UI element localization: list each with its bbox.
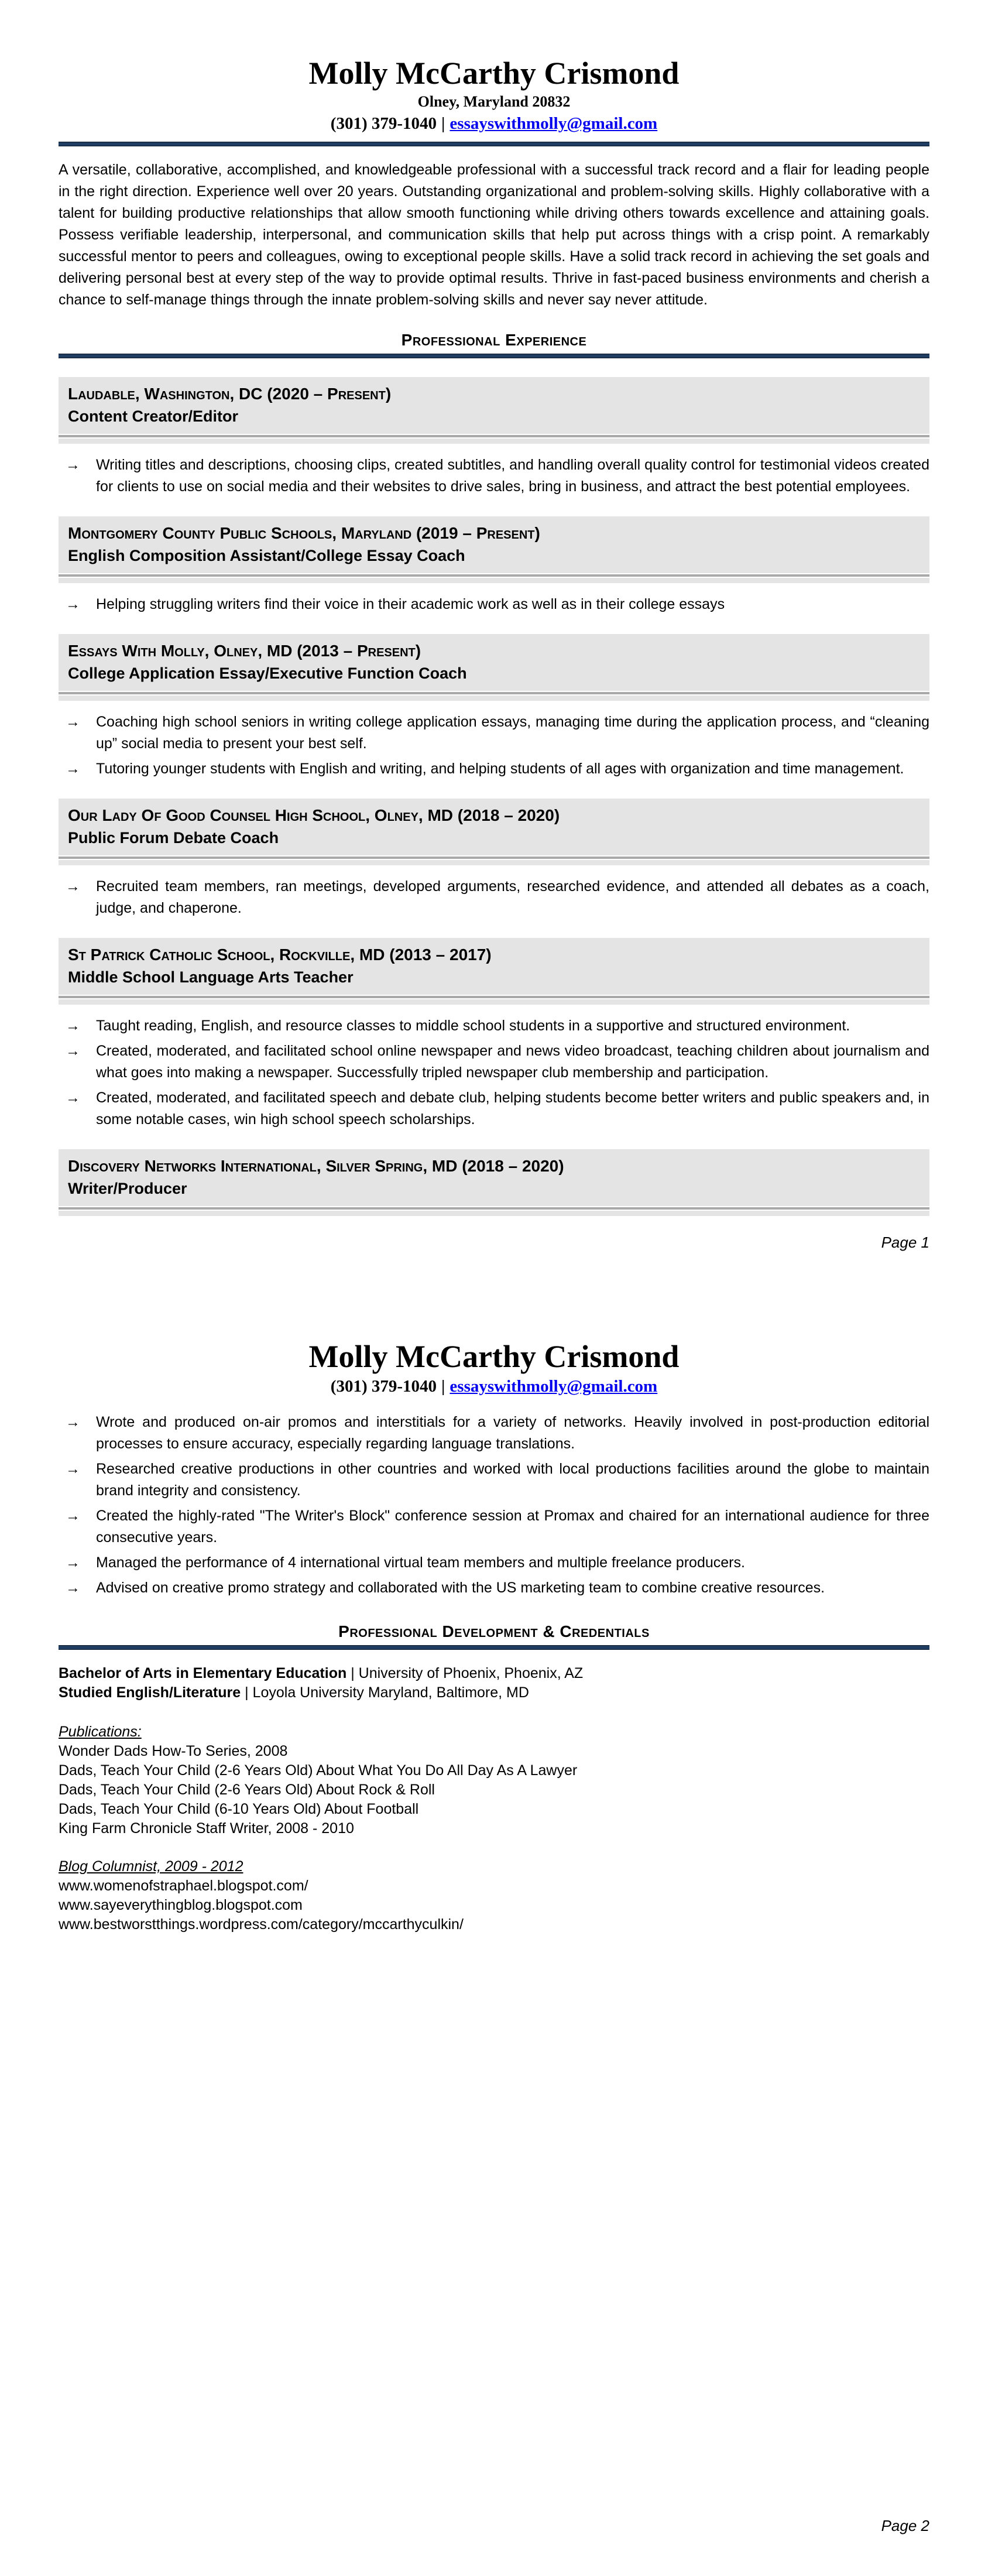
job-company: Laudable, Washington, DC (2020 – Present) bbox=[68, 385, 392, 403]
gray-strip bbox=[59, 439, 929, 444]
degree-name: Bachelor of Arts in Elementary Education bbox=[59, 1665, 347, 1682]
job-company: St Patrick Catholic School, Rockville, MD (2013 – 2017) bbox=[68, 946, 492, 964]
blog-url: www.sayeverythingblog.blogspot.com bbox=[59, 1897, 303, 1914]
arrow-bullet-icon: → bbox=[66, 1580, 80, 1597]
blog-url: www.womenofstraphael.blogspot.com/ bbox=[59, 1878, 308, 1895]
email-link[interactable]: essayswithmolly@gmail.com bbox=[450, 1377, 658, 1396]
contact-line bbox=[59, 114, 929, 133]
bullet-item bbox=[59, 711, 929, 755]
candidate-location: Olney, Maryland 20832 bbox=[417, 93, 571, 111]
bullet-text: Advised on creative promo strategy and collaborated with the US marketing team to combine creative resources. bbox=[96, 1580, 825, 1597]
publication-item: Dads, Teach Your Child (6-10 Years Old) About Football bbox=[59, 1801, 419, 1818]
page-2 bbox=[0, 1288, 995, 2576]
arrow-bullet-icon: → bbox=[66, 878, 80, 895]
bullet-item bbox=[59, 758, 929, 780]
gray-divider bbox=[59, 435, 929, 437]
school-name: | Loyola University Maryland, Baltimore, MD bbox=[245, 1684, 529, 1701]
arrow-bullet-icon: → bbox=[66, 1090, 80, 1107]
gray-divider bbox=[59, 692, 929, 694]
job-title: Content Creator/Editor bbox=[68, 407, 239, 426]
blog-columnist-label: Blog Columnist, 2009 - 2012 bbox=[59, 1858, 243, 1875]
job-bullets bbox=[59, 711, 929, 780]
gray-divider bbox=[59, 996, 929, 998]
bullet-text: Helping struggling writers find their voice in their academic work as well as in their college essays bbox=[96, 596, 725, 613]
bullet-item bbox=[59, 1505, 929, 1549]
job-entry bbox=[59, 377, 929, 498]
job-bullets bbox=[59, 454, 929, 498]
job-title: English Composition Assistant/College Essay Coach bbox=[68, 547, 465, 565]
job-entry bbox=[59, 634, 929, 780]
arrow-bullet-icon: → bbox=[66, 1461, 80, 1478]
job-header bbox=[59, 1149, 929, 1206]
job-entry bbox=[59, 1149, 929, 1216]
section-heading-professional-experience: Professional Experience bbox=[401, 331, 587, 350]
phone-number: (301) 379-1040 bbox=[330, 1377, 437, 1396]
arrow-bullet-icon: → bbox=[66, 761, 80, 777]
contact-separator: | bbox=[441, 1377, 445, 1396]
bullet-item bbox=[59, 1040, 929, 1084]
bullet-item bbox=[59, 1087, 929, 1131]
summary-paragraph: A versatile, collaborative, accomplished, and knowledgeable professional with a successful track record and a flair for leading people in the right direction. Experience well over 20 years. Outstanding organizational and problem-solving skills. Highly collaborative with a talent for building productive relationships that allow smooth functioning while driving others towards excellence and attaining goals. Possess verifiable leadership, interpersonal, and communication skills that help put across things with a crisp point. A remarkably successful mentor to peers and colleagues, owing to exceptional people skills. Have a solid track record in achieving the set goals and delivering personal best at every step of the way to provide optimal results. Thrive in fast-paced business environments and cherish a chance to self-manage things through the innate problem-solving skills and never say never attitude. bbox=[59, 162, 929, 309]
job-company: Our Lady Of Good Counsel High School, Olney, MD (2018 – 2020) bbox=[68, 806, 560, 825]
job-company: Essays With Molly, Olney, MD (2013 – Present) bbox=[68, 642, 421, 660]
education-entry bbox=[59, 1664, 929, 1683]
job-header bbox=[59, 377, 929, 434]
navy-divider bbox=[59, 354, 929, 358]
bullet-text: Writing titles and descriptions, choosing clips, created subtitles, and handling overall quality control for testimonial videos created for clients to use on social media and their websites to drive sales, bring in business, and attract the best potential employees. bbox=[96, 457, 929, 495]
job-bullets bbox=[59, 594, 929, 615]
candidate-name: Molly McCarthy Crismond bbox=[308, 1339, 680, 1374]
bullet-text: Recruited team members, ran meetings, developed arguments, researched evidence, and attended all debates as a coach, judge, and chaperone. bbox=[96, 878, 929, 917]
publication-item: Dads, Teach Your Child (2-6 Years Old) About What You Do All Day As A Lawyer bbox=[59, 1762, 578, 1779]
job-bullets bbox=[59, 1015, 929, 1131]
bullet-text: Created the highly-rated "The Writer's Block" conference session at Promax and chaired for an international audience for three consecutive years. bbox=[96, 1508, 929, 1546]
contact-line bbox=[59, 1376, 929, 1396]
arrow-bullet-icon: → bbox=[66, 596, 80, 613]
education-entry bbox=[59, 1683, 929, 1703]
email-link[interactable]: essayswithmolly@gmail.com bbox=[450, 114, 658, 133]
publications-label: Publications: bbox=[59, 1724, 142, 1741]
job-bullets bbox=[59, 876, 929, 919]
navy-divider bbox=[59, 1645, 929, 1650]
arrow-bullet-icon: → bbox=[66, 714, 80, 731]
bullet-text: Researched creative productions in other countries and worked with local productions facilities around the globe to maintain brand integrity and consistency. bbox=[96, 1461, 929, 1499]
job-header bbox=[59, 938, 929, 995]
job-company: Discovery Networks International, Silver Spring, MD (2018 – 2020) bbox=[68, 1157, 564, 1176]
bullet-item bbox=[59, 1552, 929, 1574]
bullet-item bbox=[59, 876, 929, 919]
publication-item: King Farm Chronicle Staff Writer, 2008 - 2010 bbox=[59, 1820, 354, 1837]
gray-strip bbox=[59, 696, 929, 701]
phone-number: (301) 379-1040 bbox=[330, 114, 437, 133]
gray-divider bbox=[59, 574, 929, 577]
bullet-item bbox=[59, 1577, 929, 1599]
arrow-bullet-icon: → bbox=[66, 1414, 80, 1431]
gray-divider bbox=[59, 857, 929, 859]
job-header bbox=[59, 516, 929, 573]
bullet-item bbox=[59, 454, 929, 498]
bullet-text: Tutoring younger students with English and writing, and helping students of all ages with organization and time management. bbox=[96, 761, 904, 777]
school-name: | University of Phoenix, Phoenix, AZ bbox=[351, 1665, 584, 1682]
gray-strip bbox=[59, 1211, 929, 1216]
job-company: Montgomery County Public Schools, Maryland (2019 – Present) bbox=[68, 524, 540, 543]
job-title: Middle School Language Arts Teacher bbox=[68, 968, 354, 986]
bullet-text: Created, moderated, and facilitated school online newspaper and news video broadcast, teaching children about journalism and what goes into making a newspaper. Successfully tripled newspaper club membership and participation. bbox=[96, 1043, 929, 1081]
arrow-bullet-icon: → bbox=[66, 1554, 80, 1571]
arrow-bullet-icon: → bbox=[66, 1043, 80, 1060]
arrow-bullet-icon: → bbox=[66, 457, 80, 474]
bullet-item bbox=[59, 1412, 929, 1455]
gray-strip bbox=[59, 999, 929, 1005]
publication-item: Wonder Dads How-To Series, 2008 bbox=[59, 1743, 288, 1760]
job-title: Public Forum Debate Coach bbox=[68, 829, 279, 847]
publication-item: Dads, Teach Your Child (2-6 Years Old) About Rock & Roll bbox=[59, 1782, 435, 1799]
page-number: Page 2 bbox=[881, 2517, 929, 2534]
job-header bbox=[59, 634, 929, 691]
job-title: College Application Essay/Executive Function Coach bbox=[68, 664, 467, 683]
page-number: Page 1 bbox=[881, 1234, 929, 1251]
job-entry bbox=[59, 799, 929, 919]
job-entry bbox=[59, 938, 929, 1131]
job-entry bbox=[59, 516, 929, 615]
job-header bbox=[59, 799, 929, 855]
gray-strip bbox=[59, 860, 929, 865]
navy-divider bbox=[59, 142, 929, 146]
bullet-text: Managed the performance of 4 international virtual team members and multiple freelance producers. bbox=[96, 1554, 745, 1571]
arrow-bullet-icon: → bbox=[66, 1508, 80, 1525]
education-block bbox=[59, 1664, 929, 1703]
bullet-text: Created, moderated, and facilitated speech and debate club, helping students become better writers and public speakers and, in some notable cases, win high school speech scholarships. bbox=[96, 1090, 929, 1128]
contact-separator: | bbox=[441, 114, 445, 133]
job-bullets-continued bbox=[59, 1412, 929, 1599]
bullet-text: Wrote and produced on-air promos and interstitials for a variety of networks. Heavily involved in post-production editorial processes to ensure accuracy, especially regarding language translations. bbox=[96, 1414, 929, 1453]
candidate-name: Molly McCarthy Crismond bbox=[308, 56, 680, 91]
degree-name: Studied English/Literature bbox=[59, 1684, 241, 1701]
bullet-item bbox=[59, 594, 929, 615]
blog-url: www.bestworstthings.wordpress.com/category/mccarthyculkin/ bbox=[59, 1916, 464, 1933]
bullet-text: Coaching high school seniors in writing college application essays, managing time during the application process, and “cleaning up” social media to present your best self. bbox=[96, 714, 929, 752]
arrow-bullet-icon: → bbox=[66, 1018, 80, 1034]
section-heading-credentials: Professional Development & Credentials bbox=[338, 1622, 650, 1641]
job-title: Writer/Producer bbox=[68, 1180, 187, 1198]
gray-divider bbox=[59, 1207, 929, 1210]
bullet-item bbox=[59, 1015, 929, 1037]
bullet-text: Taught reading, English, and resource classes to middle school students in a supportive and structured environment. bbox=[96, 1018, 850, 1034]
bullet-item bbox=[59, 1458, 929, 1502]
gray-strip bbox=[59, 578, 929, 583]
